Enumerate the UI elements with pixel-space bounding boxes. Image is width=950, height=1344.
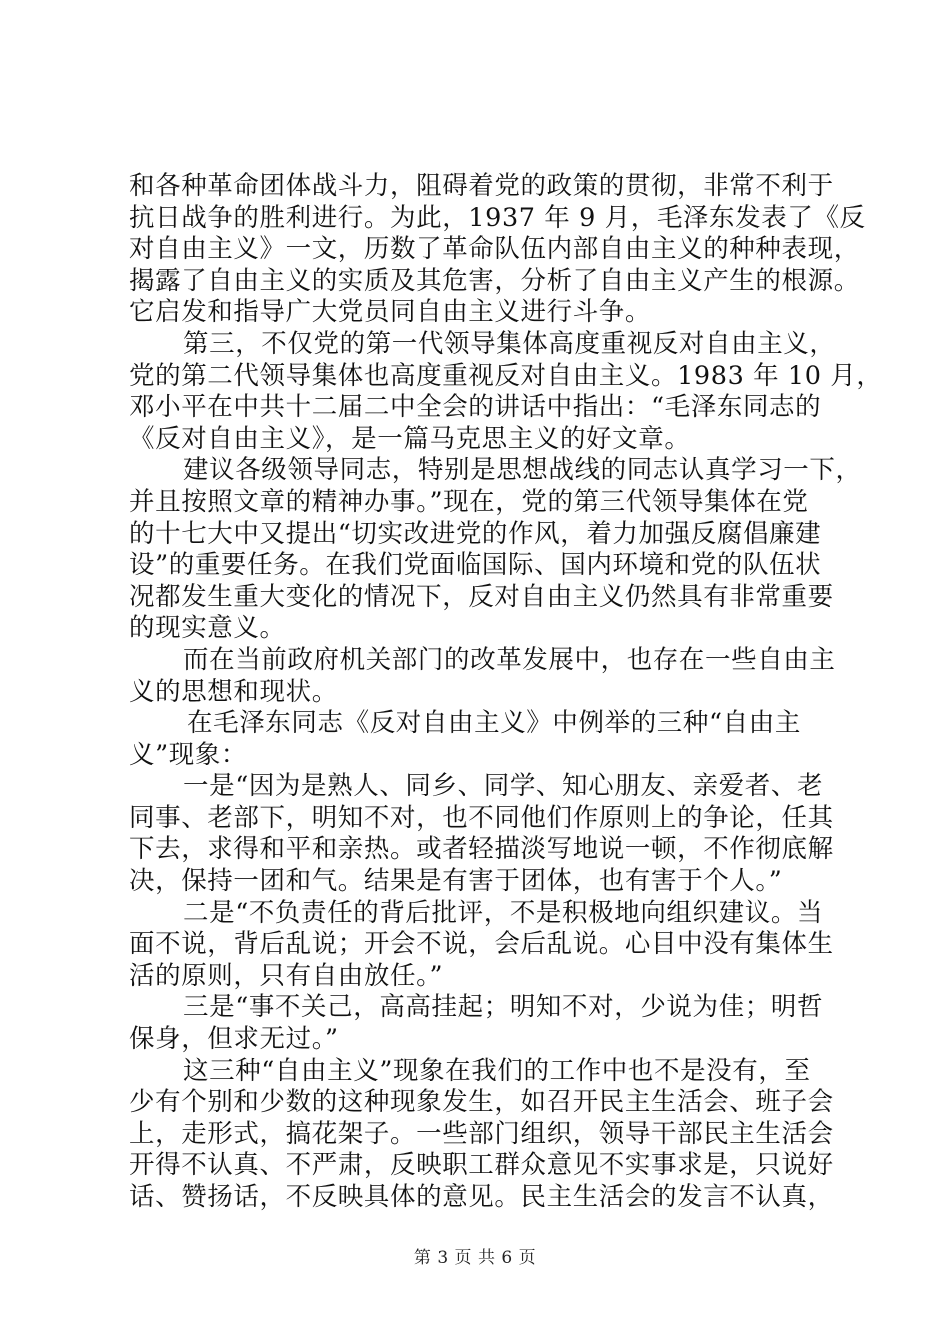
page-number-footer: 第 3 页 共 6 页 <box>413 1248 537 1268</box>
text-line: 下去，求得和平和亲热。或者轻描淡写地说一顿，不作彻底解 <box>129 834 834 865</box>
text-line: 邓小平在中共十二届二中全会的讲话中指出：“毛泽东同志的 <box>129 392 822 423</box>
text-line: 活的原则，只有自由放任。” <box>129 960 444 991</box>
paragraph-start-line: 在毛泽东同志《反对自由主义》中例举的三种“自由主 <box>187 708 801 739</box>
text-line: 义”现象： <box>129 739 248 770</box>
paragraph-start-line: 这三种“自由主义”现象在我们的工作中也不是没有，至 <box>183 1055 811 1086</box>
body-text <box>129 171 883 1214</box>
text-line: 抗日战争的胜利进行。为此，1937 年 9 月，毛泽东发表了《反 <box>129 202 866 233</box>
text-line: 揭露了自由主义的实质及其危害，分析了自由主义产生的根源。 <box>129 265 860 296</box>
paragraph-start-line: 而在当前政府机关部门的改革发展中，也存在一些自由主 <box>183 644 836 675</box>
text-line: 和各种革命团体战斗力，阻碍着党的政策的贯彻，非常不利于 <box>129 171 834 201</box>
paragraph-start-line: 第三，不仅党的第一代领导集体高度重视反对自由主义， <box>183 328 836 359</box>
paragraph-start-line: 建议各级领导同志，特别是思想战线的同志认真学习一下， <box>183 455 862 486</box>
text-line: 义的思想和现状。 <box>129 676 338 707</box>
text-line: 况都发生重大变化的情况下，反对自由主义仍然具有非常重要 <box>129 581 834 612</box>
text-line: 话、赞扬话，不反映具体的意见。民主生活会的发言不认真， <box>129 1182 834 1212</box>
text-line: 并且按照文章的精神办事。”现在，党的第三代领导集体在党 <box>129 486 809 517</box>
text-line: 面不说，背后乱说；开会不说，会后乱说。心目中没有集体生 <box>129 929 834 960</box>
text-line: 开得不认真、不严肃，反映职工群众意见不实事求是，只说好 <box>129 1150 834 1181</box>
text-line: 同事、老部下，明知不对，也不同他们作原则上的争论，任其 <box>129 802 834 833</box>
text-line: 决，保持一团和气。结果是有害于团体，也有害于个人。” <box>129 866 783 897</box>
text-line: 少有个别和少数的这种现象发生，如召开民主生活会、班子会 <box>129 1087 834 1118</box>
paragraph-start-line: 三是“事不关己，高高挂起；明知不对，少说为佳；明哲 <box>183 992 824 1023</box>
text-line: 《反对自由主义》，是一篇马克思主义的好文章。 <box>129 423 691 454</box>
text-line: 设”的重要任务。在我们党面临国际、国内环境和党的队伍状 <box>129 550 822 581</box>
text-line: 党的第二代领导集体也高度重视反对自由主义。1983 年 10 月， <box>129 360 883 391</box>
text-line: 的十七大中又提出“切实改进党的作风，着力加强反腐倡廉建 <box>129 518 822 549</box>
text-line: 对自由主义》一文，历数了革命队伍内部自由主义的种种表现， <box>129 234 860 265</box>
paragraph-start-line: 二是“不负责任的背后批评，不是积极地向组织建议。当 <box>183 897 824 928</box>
text-line: 它启发和指导广大党员同自由主义进行斗争。 <box>129 297 652 328</box>
text-line: 保身，但求无过。” <box>129 1024 339 1055</box>
text-line: 的现实意义。 <box>129 613 286 644</box>
text-line: 上，走形式，搞花架子。一些部门组织，领导干部民主生活会 <box>129 1118 834 1149</box>
paragraph-start-line: 一是“因为是熟人、同乡、同学、知心朋友、亲爱者、老 <box>183 771 824 802</box>
